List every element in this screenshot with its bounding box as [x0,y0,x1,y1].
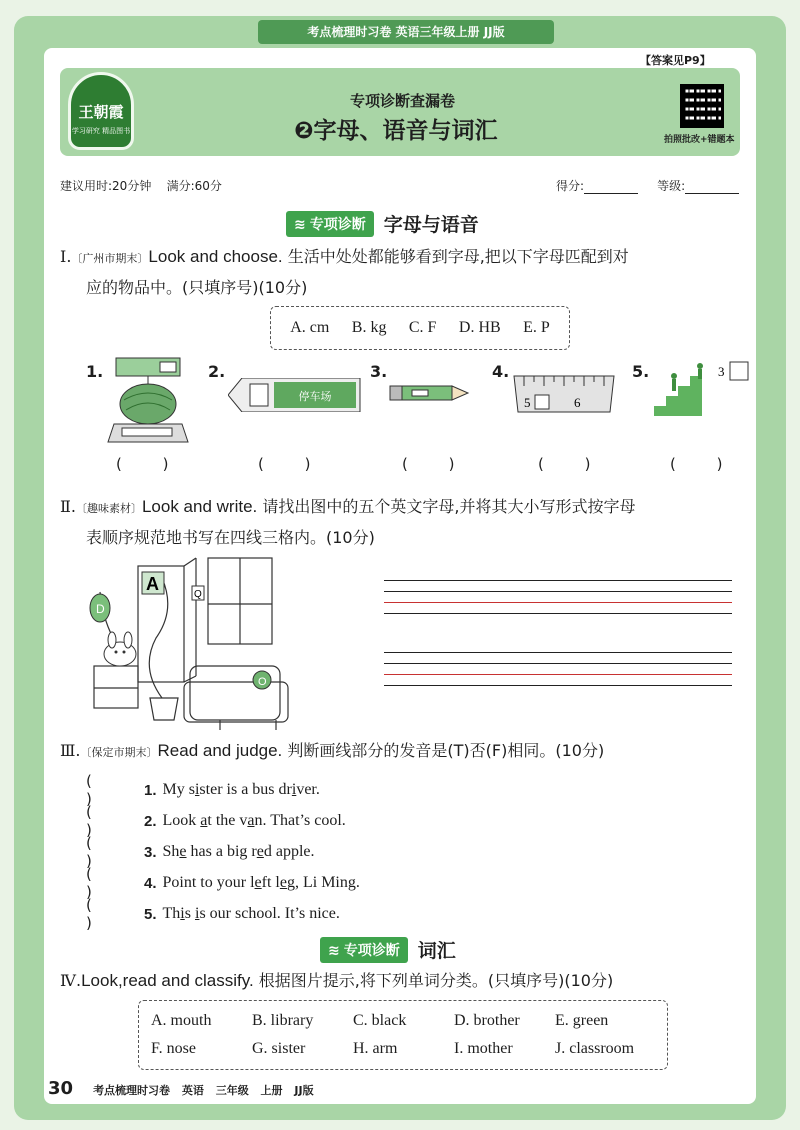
ruler-number: 5 [524,395,531,410]
answer-reference: 【答案见P9】 [640,54,711,67]
judge-item: ( ) 1. My sister is a bus driver. [86,772,320,808]
grade-label: 等级: [657,179,686,193]
word-option: A. mouth [151,1012,212,1029]
question-1: Ⅰ.〔广州市期末〕Look and choose. 生活中处处都能够看到字母,把以下字母匹配到对 应的物品中。(只填序号)(10分) [60,247,629,297]
room-letter: O [258,676,267,688]
section-title: 词汇 [417,940,456,962]
word-option: G. sister [252,1040,306,1057]
stairs-picture [654,360,754,418]
suggested-time: 建议用时:20分钟 [60,179,152,193]
section-title: 字母与语音 [383,214,479,236]
judge-item: ( ) 5. This is our school. It’s nice. [86,896,340,932]
word-option: I. mother [454,1040,513,1057]
option: C. F [408,319,437,336]
publisher-logo [68,72,134,150]
grade-blank[interactable] [685,182,739,194]
answer-parentheses[interactable]: ( ) [86,896,128,932]
ruler-number: 6 [574,395,581,410]
wave-icon: ≋ [328,942,340,959]
answer-parentheses[interactable]: ( ) [86,865,128,901]
answer-parentheses[interactable]: ( ) [670,455,741,473]
answer-parentheses[interactable]: ( ) [116,455,187,473]
option: B. kg [351,319,387,336]
option: A. cm [290,319,330,336]
word-option: B. library [252,1012,314,1029]
word-option: E. green [555,1012,609,1029]
section-badge: ≋ 专项诊断 [286,211,374,237]
item-number: 2. [208,362,226,381]
section-heading-letters [286,210,479,237]
floor-number: 3 [718,364,725,379]
answer-parentheses[interactable]: ( ) [86,834,128,870]
room-letter: Q [194,589,202,600]
section-badge: ≋ 专项诊断 [320,937,408,963]
meta-time-score [60,177,222,194]
word-row [151,1007,655,1035]
top-banner: 考点梳理时习卷 英语三年级上册 JJ版 [258,20,554,44]
footer-text: 考点梳理时习卷 英语 三年级 上册 JJ版 [93,1084,314,1097]
option: D. HB [458,319,501,336]
item-number: 5. [632,362,650,381]
page-footer [48,1078,314,1099]
room-picture [80,548,294,734]
judge-item: ( ) 3. She has a big red apple. [86,834,315,870]
item-number: 1. [86,362,104,381]
q1-options-box [270,306,570,350]
word-option: C. black [353,1012,407,1029]
pencil-picture [388,382,472,404]
question-2: Ⅱ.〔趣味素材〕Look and write. 请找出图中的五个英文字母,并将其大小写形式按字母 表顺序规范地书写在四线三格内。(10分) [60,497,636,547]
word-row [151,1035,655,1063]
meta-grading [556,177,739,194]
answer-parentheses[interactable]: ( ) [402,455,473,473]
word-option: J. classroom [555,1040,635,1057]
room-letter: A [146,574,159,594]
header-subtitle: 专项诊断查漏卷 [350,92,456,110]
answer-parentheses[interactable]: ( ) [86,772,128,808]
answer-parentheses[interactable]: ( ) [258,455,329,473]
qr-caption: 拍照批改+错题本 [664,135,735,145]
page-number: 30 [48,1078,74,1099]
score-label: 得分: [556,179,585,193]
answer-parentheses[interactable]: ( ) [86,803,128,839]
word-option: F. nose [151,1040,196,1057]
option: E. P [523,319,550,336]
qr-code-icon[interactable] [680,84,724,128]
question-3: Ⅲ.〔保定市期末〕Read and judge. 判断画线部分的发音是(T)否(F)相同。(10分) [60,741,605,760]
ruler-picture [512,372,616,416]
logo-subtext: 学习研究 精品图书 [71,127,131,135]
full-score: 满分:60分 [166,179,222,193]
header-title: ❷字母、语音与词汇 [294,118,498,144]
word-option: D. brother [454,1012,520,1029]
q4-word-box [138,1000,668,1070]
answer-parentheses[interactable]: ( ) [538,455,609,473]
question-4: Ⅳ.Look,read and classify. 根据图片提示,将下列单词分类。(只填序号)(10分) [60,971,614,990]
sign-text: 停车场 [298,390,332,403]
word-option: H. arm [353,1040,398,1057]
judge-item: ( ) 4. Point to your left leg, Li Ming. [86,865,360,901]
judge-item: ( ) 2. Look at the van. That’s cool. [86,803,346,839]
section-heading-vocabulary [320,936,456,963]
logo-text: 王朝霞 [78,103,124,121]
wave-icon: ≋ [294,216,306,233]
room-letter: D [96,602,105,616]
parking-sign-picture [228,378,368,412]
writing-lines-1[interactable] [384,580,732,624]
scale-picture [104,356,190,444]
writing-lines-2[interactable] [384,652,732,696]
score-blank[interactable] [584,182,638,194]
item-number: 4. [492,362,510,381]
item-number: 3. [370,362,388,381]
